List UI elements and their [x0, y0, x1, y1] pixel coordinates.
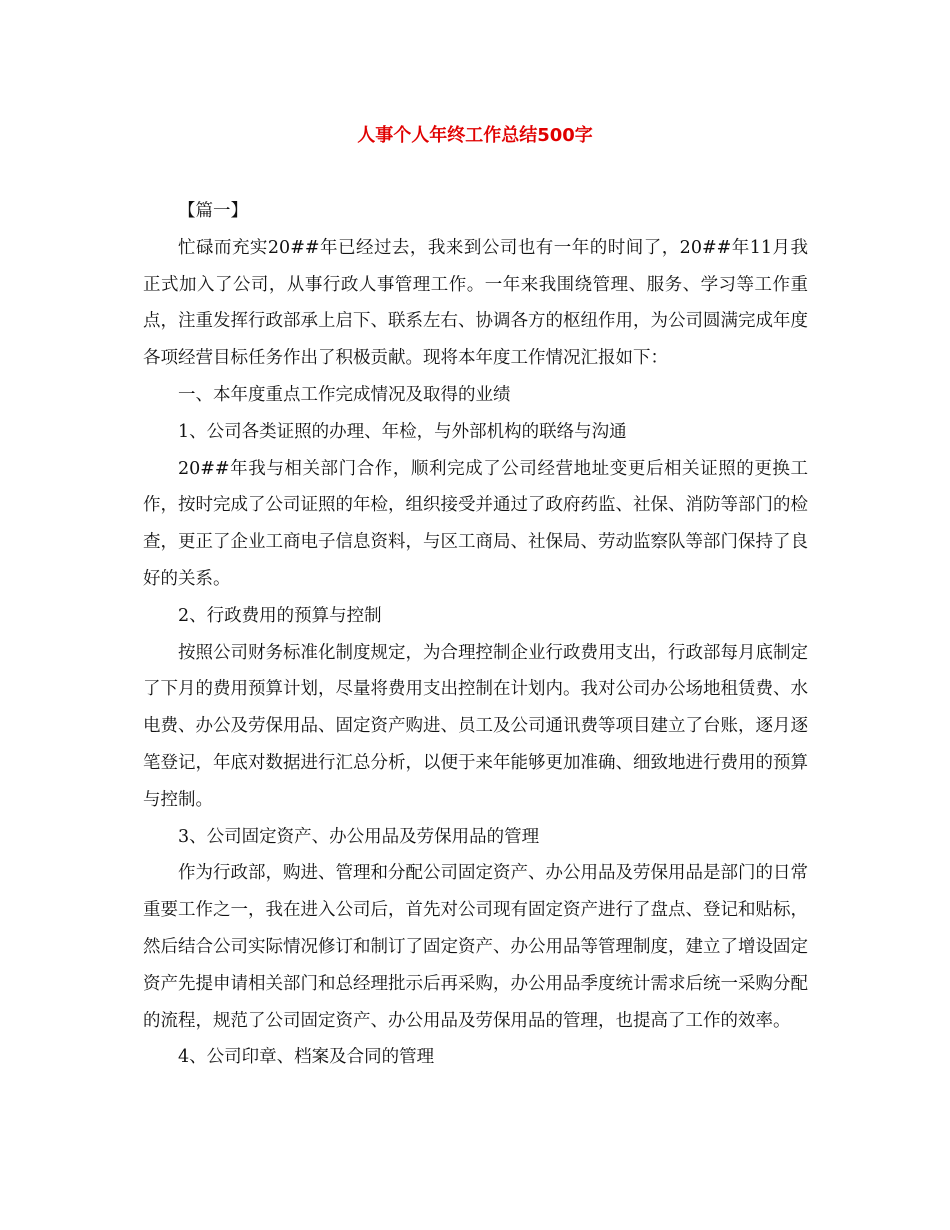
body-paragraph: 按照公司财务标准化制度规定，为合理控制企业行政费用支出，行政部每月底制定了下月的费用预算计划，尽量将费用支出控制在计划内。我对公司办公场地租赁费、水电费、办公及劳保用品、固定资产购进、员工及公司通讯费等项目建立了台账，逐月逐笔登记，年底对数据进行汇总分析，以便于来年能够更加准确、细致地进行费用的预算与控制。: [143, 642, 808, 810]
body-paragraph: 作为行政部，购进、管理和分配公司固定资产、办公用品及劳保用品是部门的日常重要工作之一，我在进入公司后，首先对公司现有固定资产进行了盘点、登记和贴标，然后结合公司实际情况修订和制订了固定资产、办公用品等管理制度，建立了增设固定资产先提申请相关部门和总经理批示后再采购，办公用品季度统计需求后统一采购分配的流程，规范了公司固定资产、办公用品及劳保用品的管理，也提高了工作的效率。: [143, 863, 808, 1031]
subsection-heading: 1、公司各类证照的办理、年检，与外部机构的联络与沟通: [178, 421, 627, 442]
section-heading: 一、本年度重点工作完成情况及取得的业绩: [178, 384, 511, 405]
body-paragraph: 20##年我与相关部门合作，顺利完成了公司经营地址变更后相关证照的更换工作，按时完成了公司证照的年检，组织接受并通过了政府药监、社保、消防等部门的检查，更正了企业工商电子信息资料，与区工商局、社保局、劳动监察队等部门保持了良好的关系。: [143, 458, 808, 589]
document-title: 人事个人年终工作总结500字: [357, 125, 593, 146]
section-label: 【篇一】: [178, 201, 248, 221]
subsection-heading: 3、公司固定资产、办公用品及劳保用品的管理: [178, 826, 540, 847]
intro-paragraph: 忙碌而充实20##年已经过去，我来到公司也有一年的时间了，20##年11月我正式加入了公司，从事行政人事管理工作。一年来我围绕管理、服务、学习等工作重点，注重发挥行政部承上启下、联系左右、协调各方的枢纽作用，为公司圆满完成年度各项经营目标任务作出了积极贡献。现将本年度工作情况汇报如下：: [143, 237, 808, 369]
subsection-heading: 4、公司印章、档案及合同的管理: [178, 1047, 435, 1068]
subsection-heading: 2、行政费用的预算与控制: [178, 605, 382, 626]
document-body: [143, 193, 808, 1076]
